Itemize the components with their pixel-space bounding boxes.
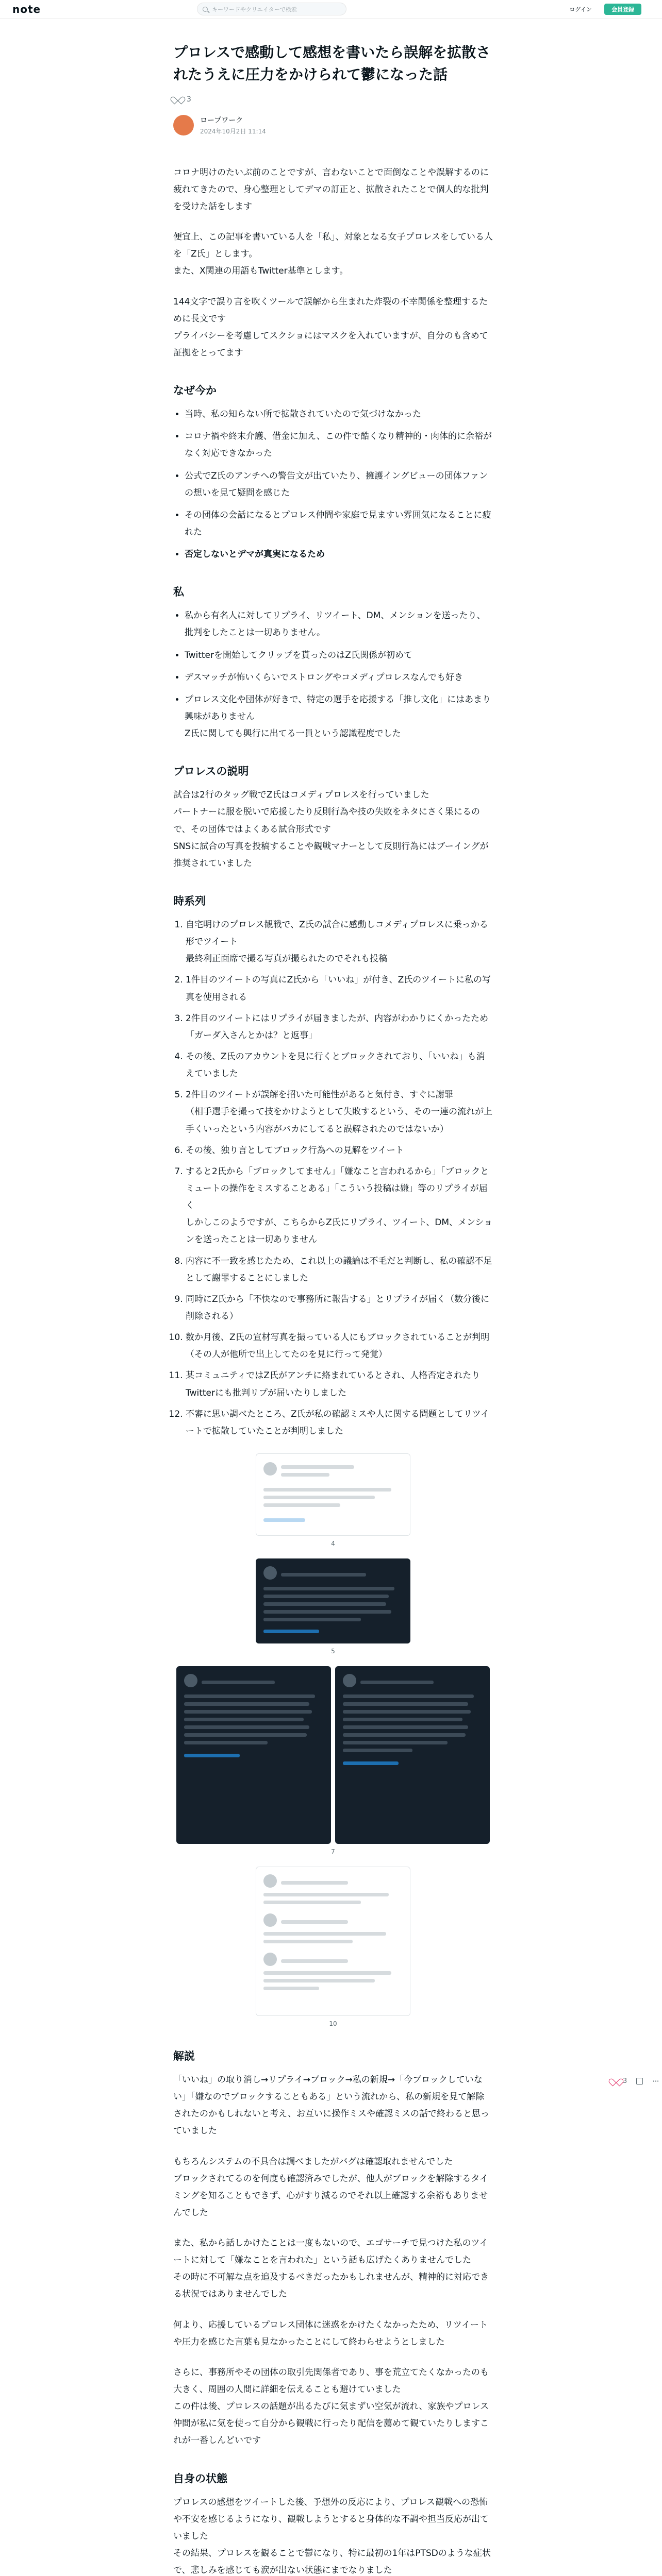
commentary-paragraph: また、私から話しかけたことは一度もないので、エゴサーチで見つけた私のツイートに対して「嫌なことを言われた」という話も広げたくありませんでした その時に不可解な点を追及するべきだったかもしれませんが、精神的に対応できる状況ではありませんでした bbox=[173, 2238, 489, 2300]
note-logo[interactable]: note bbox=[12, 3, 41, 15]
tweet-screenshot bbox=[176, 1666, 331, 1844]
figure bbox=[173, 1666, 493, 1855]
list-item: 2. 1件目のツイートの写真にZ氏から「いいね」が付き、Z氏のツイートに私の写真を使用される bbox=[186, 972, 493, 1006]
list-item: 4. その後、Z氏のアカウントを見に行くとブロックされており、「いいね」も消えていました bbox=[186, 1048, 493, 1082]
tweet-avatar bbox=[263, 1462, 277, 1476]
side-like-count: 3 bbox=[623, 2077, 627, 2085]
side-like-button[interactable] bbox=[611, 2077, 627, 2085]
commentary-paragraph: 「いいね」の取り消し→リプライ→ブロック→私の新規→「今ブロックしていない」「嫌なのでブロックすることもある」という流れから、私の新規を見て解除されたのかもしれないと考え、お互いに操作ミスや確認ミスの話で終わると思っていました bbox=[173, 2074, 490, 2137]
tweet-avatar bbox=[263, 1913, 277, 1927]
list-item: 7. すると2氏から「ブロックしてません」「嫌なこと言われるから」「ブロックとミュートの操作をミスすることある」「こういう投稿は嫌」等のリプライが届く しかしこのようですが、こちらからZ氏にリプライ、ツイート、DM、メンションを送ったことは一切ありません bbox=[186, 1163, 493, 1249]
figure bbox=[173, 1867, 493, 2027]
intro-paragraph: 便宜上、この記事を書いている人を「私」、対象となる女子プロレスをしている人を「Z氏」とします。 また、X関連の用語もTwitter基準とします。 bbox=[173, 232, 493, 277]
intro-paragraph: コロナ明けのたいぶ前のことですが、言わないことで面倒なことや誤解するのに疲れてきたので、身心整理としてデマの訂正と、拡散されたことで個人的な批判を受けた話をします bbox=[173, 167, 489, 212]
intro-paragraph: 144文字で誤り言を吹くツールで誤解から生まれた炸裂の不幸関係を整理するために長文です プライバシーを考慮してスクショにはマスクを入れていますが、自分のも含めて証拠をとってます bbox=[173, 296, 488, 359]
list-item: • 私から有名人に対してリプライ、リツイート、DM、メンションを送ったり、批判をしたことは一切ありません。 bbox=[185, 607, 493, 641]
commentary-paragraph: さらに、事務所やその団体の取引先関係者であり、事を荒立てたくなかったのも大きく、周囲の人間に詳細を伝えることも避けていました この件は後、プロレスの話題が出るたびに気まずい空気が流れ、家族やプロレス仲間が私に気を使って自分から観戦に行ったり配信を薦めて観ていたりしますこれが一番しんどいです bbox=[173, 2367, 489, 2446]
figure-caption: 4 bbox=[331, 1539, 335, 1547]
self-paragraph: プロレスの感想をツイートした後、予想外の反応により、プロレス観戦への恐怖や不安を感じるようになり、観戦しようとすると身体的な不調や担当反応が出ていました その結果、プロレスを観ることで鬱になり、特に最初の1年はPTSDのような症状で、悲しみを感じても涙が出ない状態にまでなりました bbox=[173, 2497, 491, 2576]
post-date: 2024年10月2日 11:14 bbox=[200, 127, 266, 135]
article-body bbox=[173, 164, 493, 2576]
list-item: 6. その後、独り言としてブロック行為への見解をツイート bbox=[186, 1142, 493, 1159]
list-item: • プロレス文化や団体が好きで、特定の選手を応援する「推し文化」にはあまり興味がありません Z氏に関しても興行に出てる一員という認識程度でした bbox=[185, 691, 493, 742]
list-item: • コロナ禍や終末介護、借金に加え、この件で酷くなり精神的・肉体的に余裕がなく対応できなかった bbox=[185, 428, 493, 462]
article-title: プロレスで感動して感想を書いたら誤解を拡散されたうえに圧力をかけられて鬱になった話 bbox=[173, 44, 491, 83]
section-heading: なぜ今か bbox=[173, 384, 217, 397]
list-item: 11. 某コミュニティではZ氏がアンチに絡まれているとされ、人格否定されたりTwitterにも批判リプが届いたりしました bbox=[186, 1367, 493, 1401]
list-item: 10. 数か月後、Z氏の宣材写真を撮っている人にもブロックされていることが判明（その人が他所で出上してたのを見に行って発覚） bbox=[186, 1329, 493, 1363]
article bbox=[173, 41, 493, 2576]
me-list bbox=[185, 607, 493, 742]
list-item: 12. 不審に思い調べたところ、Z氏が私の確認ミスや人に関する問題としてリツイートで拡散していたことが判明しました bbox=[186, 1406, 493, 1440]
explain-paragraph: 試合は2行のタッグ戦でZ氏はコメディプロレスを行っていました パートナーに服を脱いで応援したり反則行為や技の失敗をネタにさく果にるので、その団体ではよくある試合形式です SNSに試合の写真を投稿することや観戦マナーとして反則行為にはブーイングが推奨されていました bbox=[173, 790, 489, 869]
tweet-avatar bbox=[263, 1874, 277, 1888]
heart-icon[interactable] bbox=[173, 95, 181, 103]
tweet-avatar bbox=[184, 1674, 197, 1687]
list-item: • デスマッチが怖いくらいでストロングやコメディプロレスなんでも好き bbox=[185, 669, 493, 686]
heart-icon[interactable] bbox=[611, 2077, 620, 2085]
list-item: 3. 2件目のツイートにはリプライが届きましたが、内容がわかりにくかったため「ガーダ入さんとかは？と返事」 bbox=[186, 1010, 493, 1044]
figure bbox=[173, 1558, 493, 1655]
section-heading: 自身の状態 bbox=[173, 2472, 227, 2485]
list-item: 5. 2件目のツイートが誤解を招いた可能性があると気付き、すぐに謝罪 （相手選手を撮って技をかけようとして失敗するという、その一連の流れが上手くいったという内容がバカにしてると誤解されたのではないか） bbox=[186, 1087, 493, 1138]
figure-caption: 7 bbox=[331, 1848, 335, 1855]
timeline-list bbox=[186, 917, 493, 1440]
list-item: 8. 内容に不一致を感じたため、これ以上の議論は不毛だと判断し、私の確認不足として謝罪することにしました bbox=[186, 1253, 493, 1287]
side-actions bbox=[611, 2076, 659, 2086]
tweet-avatar bbox=[263, 1566, 277, 1580]
section-heading: プロレスの説明 bbox=[173, 765, 249, 778]
list-item: • 当時、私の知らない所で拡散されていたので気づけなかった bbox=[185, 406, 493, 423]
like-count: 3 bbox=[187, 95, 191, 104]
figure-caption: 5 bbox=[331, 1647, 335, 1655]
figure bbox=[173, 1453, 493, 1547]
figure-caption: 10 bbox=[329, 2020, 337, 2027]
author-name[interactable]: ロープワーク bbox=[200, 116, 243, 125]
tweet-avatar bbox=[263, 1953, 277, 1966]
list-item: • その団体の会話になるとプロレス仲間や家庭で見ますい雰囲気になることに疲れた bbox=[185, 507, 493, 541]
commentary-paragraph: もちろんシステムの不具合は調べましたがバグは確認取れませんでした ブロックされてるのを何度も確認済みでしたが、他人がブロックを解除するタイミングを知ることもできず、心がすり減るのでそれ以上確認する余裕もありませんでした bbox=[173, 2156, 488, 2218]
tweet-screenshot bbox=[256, 1453, 410, 1536]
search-icon bbox=[203, 7, 208, 12]
list-item: 9. 同時にZ氏から「不快なので事務所に報告する」とリプライが届く（数分後に削除される） bbox=[186, 1291, 493, 1325]
list-item: • 公式でZ氏のアンチへの警告文が出ていたり、擁護イングビューの団体ファンの想いを見て疑問を感じた bbox=[185, 468, 493, 502]
section-heading: 時系列 bbox=[173, 895, 206, 907]
login-button[interactable]: ログイン bbox=[569, 6, 592, 13]
more-icon[interactable]: ··· bbox=[652, 2076, 659, 2086]
section-heading: 私 bbox=[173, 586, 184, 599]
author-block[interactable] bbox=[173, 115, 493, 135]
search-placeholder: キーワードやクリエイターで検索 bbox=[212, 6, 297, 13]
search-input[interactable] bbox=[197, 3, 346, 15]
like-row[interactable] bbox=[173, 95, 493, 104]
tweet-screenshot bbox=[256, 1558, 410, 1643]
commentary-paragraph: 何より、応援しているプロレス団体に迷惑をかけたくなかったため、リツイートや圧力を感じた言葉も見なかったことにして終わらせようとしました bbox=[173, 2319, 488, 2347]
site-header bbox=[0, 0, 662, 19]
tweet-screenshot bbox=[256, 1867, 410, 2016]
why-now-list bbox=[185, 406, 493, 563]
list-item: 1. 自宅明けのプロレス観戦で、Z氏の試合に感動しコメディプロレスに乗っかる形でツイート 最終利正面席で撮る写真が撮られたのでそれも投稿 bbox=[186, 917, 493, 968]
signup-button[interactable]: 会員登録 bbox=[604, 4, 641, 15]
list-item: • Twitterを開始してクリップを貰ったのはZ氏関係が初めて bbox=[185, 647, 493, 664]
avatar[interactable] bbox=[173, 115, 194, 135]
section-heading: 解説 bbox=[173, 2049, 195, 2062]
tweet-screenshot bbox=[335, 1666, 490, 1844]
list-item: • 否定しないとデマが真実になるため bbox=[185, 546, 493, 563]
tweet-avatar bbox=[343, 1674, 356, 1687]
tweet-pair bbox=[176, 1666, 490, 1844]
comment-icon[interactable] bbox=[636, 2078, 643, 2084]
